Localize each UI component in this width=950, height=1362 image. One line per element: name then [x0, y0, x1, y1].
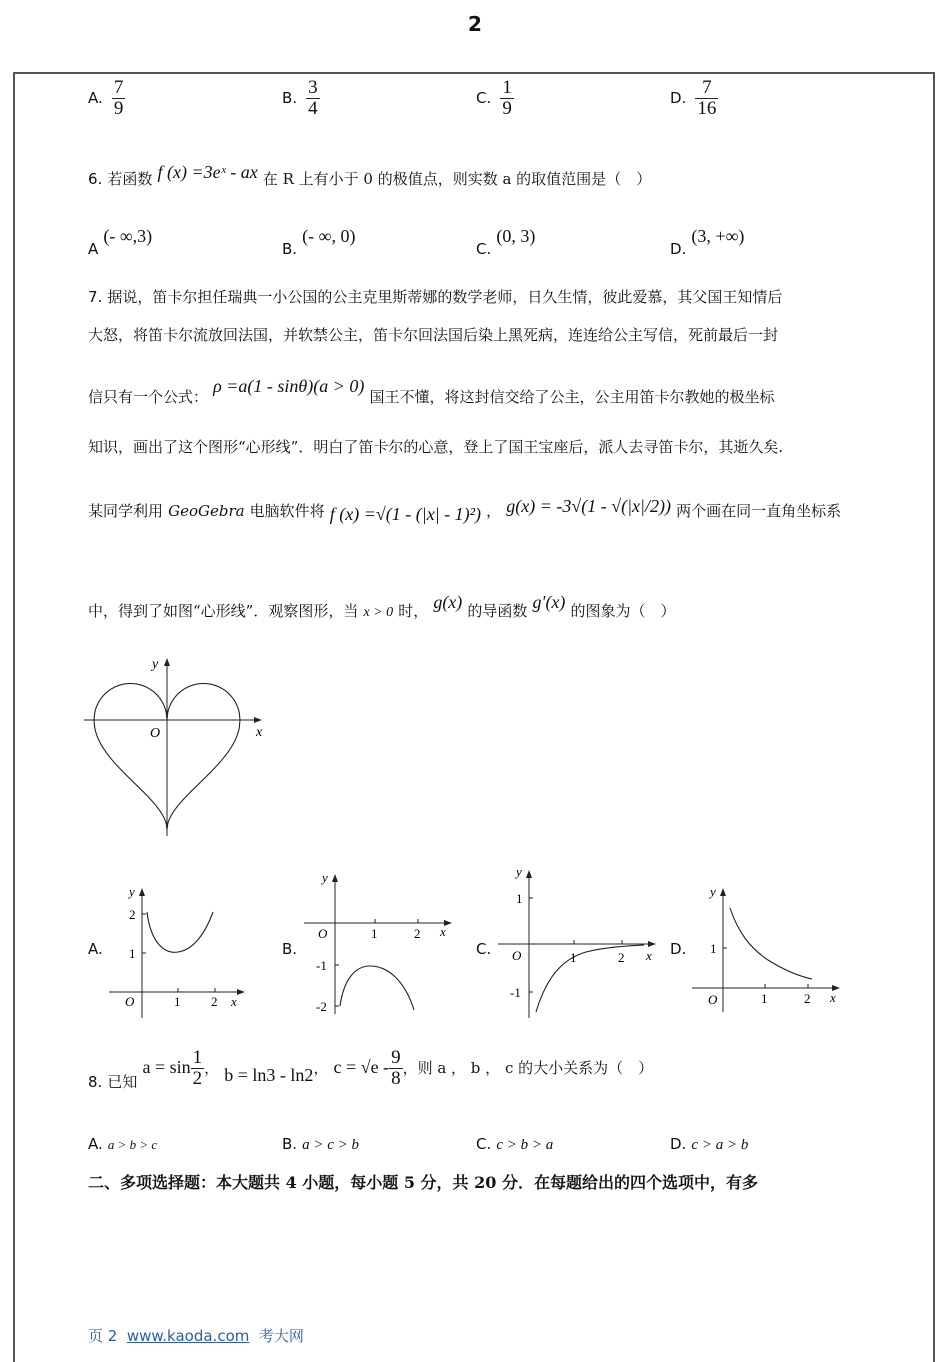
q5-option-a[interactable]: A. $\frac{7}{9}$: [88, 77, 124, 119]
f-formula: f (x) =√(1 - (|x| - 1)²): [329, 504, 482, 524]
derivative-curve: [730, 908, 812, 979]
derivative-curve: [536, 945, 644, 1012]
page-number: 2: [468, 12, 482, 36]
svg-text:2: 2: [618, 950, 625, 965]
option-letter: A.: [88, 88, 103, 107]
footer: [88, 1325, 304, 1346]
svg-text:2: 2: [129, 907, 136, 922]
q7-line-5: 某同学利用 GeoGebra 电脑软件将 f (x) =√(1 - (|x| - 1)²) ， g(x) = -3√(1 - √(|x|/2)) 两个画在同一直角坐标系: [88, 496, 842, 524]
q7-line-1: 7. 据说，笛卡尔担任瑞典一小公国的公主克里斯蒂娜的数学老师，日久生情，彼此爱慕，其父国王知情后: [88, 288, 783, 306]
svg-text:O: O: [125, 994, 135, 1009]
q7-option-d-letter[interactable]: D.: [670, 940, 687, 958]
x-label: x: [256, 725, 263, 740]
svg-text:2: 2: [211, 994, 218, 1009]
svg-text:x: x: [646, 948, 652, 963]
svg-text:1: 1: [761, 991, 768, 1006]
q7-option-c-graph[interactable]: [494, 862, 664, 1022]
q8-option-a[interactable]: A. a > b > c: [88, 1135, 158, 1153]
q7-option-a-graph[interactable]: [105, 882, 245, 1022]
footer-page: 页 2: [88, 1327, 118, 1345]
q8-option-b[interactable]: B. a > c > b: [282, 1135, 360, 1153]
q6-option-c[interactable]: C. (0, 3): [476, 226, 536, 258]
q6-option-b[interactable]: B. (- ∞, 0): [282, 226, 356, 258]
polar-formula: ρ =a(1 - sinθ)(a > 0): [213, 376, 365, 396]
heart-curve-figure: [80, 652, 270, 842]
derivative-curve: [147, 912, 213, 952]
footer-link[interactable]: www.kaoda.com: [126, 1327, 250, 1345]
svg-text:O: O: [708, 992, 718, 1007]
q6-option-d[interactable]: D. (3, +∞): [670, 226, 745, 258]
svg-text:y: y: [710, 884, 716, 899]
y-arrow-icon: [332, 874, 338, 882]
origin-label: O: [150, 726, 161, 741]
q5-option-c[interactable]: C. $\frac{1}{9}$: [476, 77, 512, 119]
q6-option-a[interactable]: A (- ∞,3): [88, 226, 153, 258]
svg-text:O: O: [512, 948, 522, 963]
section-heading-multiple-choice: 二、多项选择题：本大题共 4 小题，每小题 5 分，共 20 分．在每题给出的四个选项中，有多: [88, 1173, 758, 1192]
x-arrow-icon: [648, 941, 656, 947]
q7-line-6: 中，得到了如图“心形线”．观察图形，当 x > 0 时， g(x) 的导函数 g′(x) 的图象为（ ）: [88, 592, 676, 620]
svg-text:1: 1: [174, 994, 181, 1009]
svg-text:y: y: [516, 864, 522, 879]
g-formula: g(x) = -3√(1 - √(|x|/2)): [506, 496, 671, 516]
svg-text:1: 1: [371, 926, 378, 941]
svg-text:-1: -1: [510, 985, 521, 1000]
svg-text:1: 1: [570, 950, 577, 965]
footer-site: 考大网: [258, 1327, 304, 1345]
q8-option-c[interactable]: C. c > b > a: [476, 1135, 554, 1153]
y-arrow-icon: [526, 870, 532, 878]
q8-stem: 8. 已知 a = sin $\frac{1}{2}$ ， b = ln3 - ln2， c = √e - $\frac{9}{8}$ ，则 a ， b ， c 的大小关系为（ ）: [88, 1047, 654, 1091]
svg-text:x: x: [830, 990, 836, 1005]
svg-text:y: y: [129, 884, 135, 899]
svg-text:1: 1: [129, 946, 136, 961]
q8-option-d[interactable]: D. c > a > b: [670, 1135, 749, 1153]
q7-line-3: 信只有一个公式： ρ =a(1 - sinθ)(a > 0) 国王不懂，将这封信交给了公主，公主用笛卡尔教她的极坐标: [88, 376, 775, 406]
y-arrow-icon: [720, 888, 726, 896]
q6-formula: f (x) =3eˣ - ax: [157, 162, 258, 182]
svg-text:x: x: [231, 994, 237, 1009]
q7-line-2: 大怒，将笛卡尔流放回法国，并软禁公主，笛卡尔回法国后染上黑死病，连连给公主写信，死前最后一封: [88, 326, 779, 344]
svg-text:-2: -2: [316, 999, 327, 1014]
q7-option-d-graph[interactable]: [688, 882, 846, 1022]
y-arrow-icon: [139, 888, 145, 896]
svg-text:x: x: [440, 924, 446, 939]
x-arrow-icon: [237, 989, 245, 995]
q7-option-b-graph[interactable]: [300, 868, 455, 1018]
svg-text:2: 2: [414, 926, 421, 941]
svg-text:2: 2: [804, 991, 811, 1006]
q7-option-c-letter[interactable]: C.: [476, 940, 492, 958]
q5-option-b[interactable]: B. $\frac{3}{4}$: [282, 77, 318, 119]
q7-option-b-letter[interactable]: B.: [282, 940, 298, 958]
svg-text:1: 1: [516, 891, 523, 906]
svg-text:O: O: [318, 926, 328, 941]
q5-option-d[interactable]: D. $\frac{7}{16}$: [670, 77, 717, 119]
q7-line-4: 知识，画出了这个图形“心形线”．明白了笛卡尔的心意，登上了国王宝座后，派人去寻笛卡尔，其逝久矣.: [88, 438, 784, 456]
q6-stem: 6. 若函数 f (x) =3eˣ - ax 在 R 上有小于 0 的极值点，则实数 a 的取值范围是（ ）: [88, 162, 652, 188]
svg-text:-1: -1: [316, 958, 327, 973]
q7-option-a-letter[interactable]: A.: [88, 940, 103, 958]
y-label: y: [152, 657, 159, 672]
derivative-curve: [340, 966, 414, 1010]
svg-text:1: 1: [710, 941, 717, 956]
y-axis-arrow-icon: [164, 658, 170, 666]
svg-text:y: y: [322, 870, 328, 885]
x-axis-arrow-icon: [254, 717, 262, 723]
